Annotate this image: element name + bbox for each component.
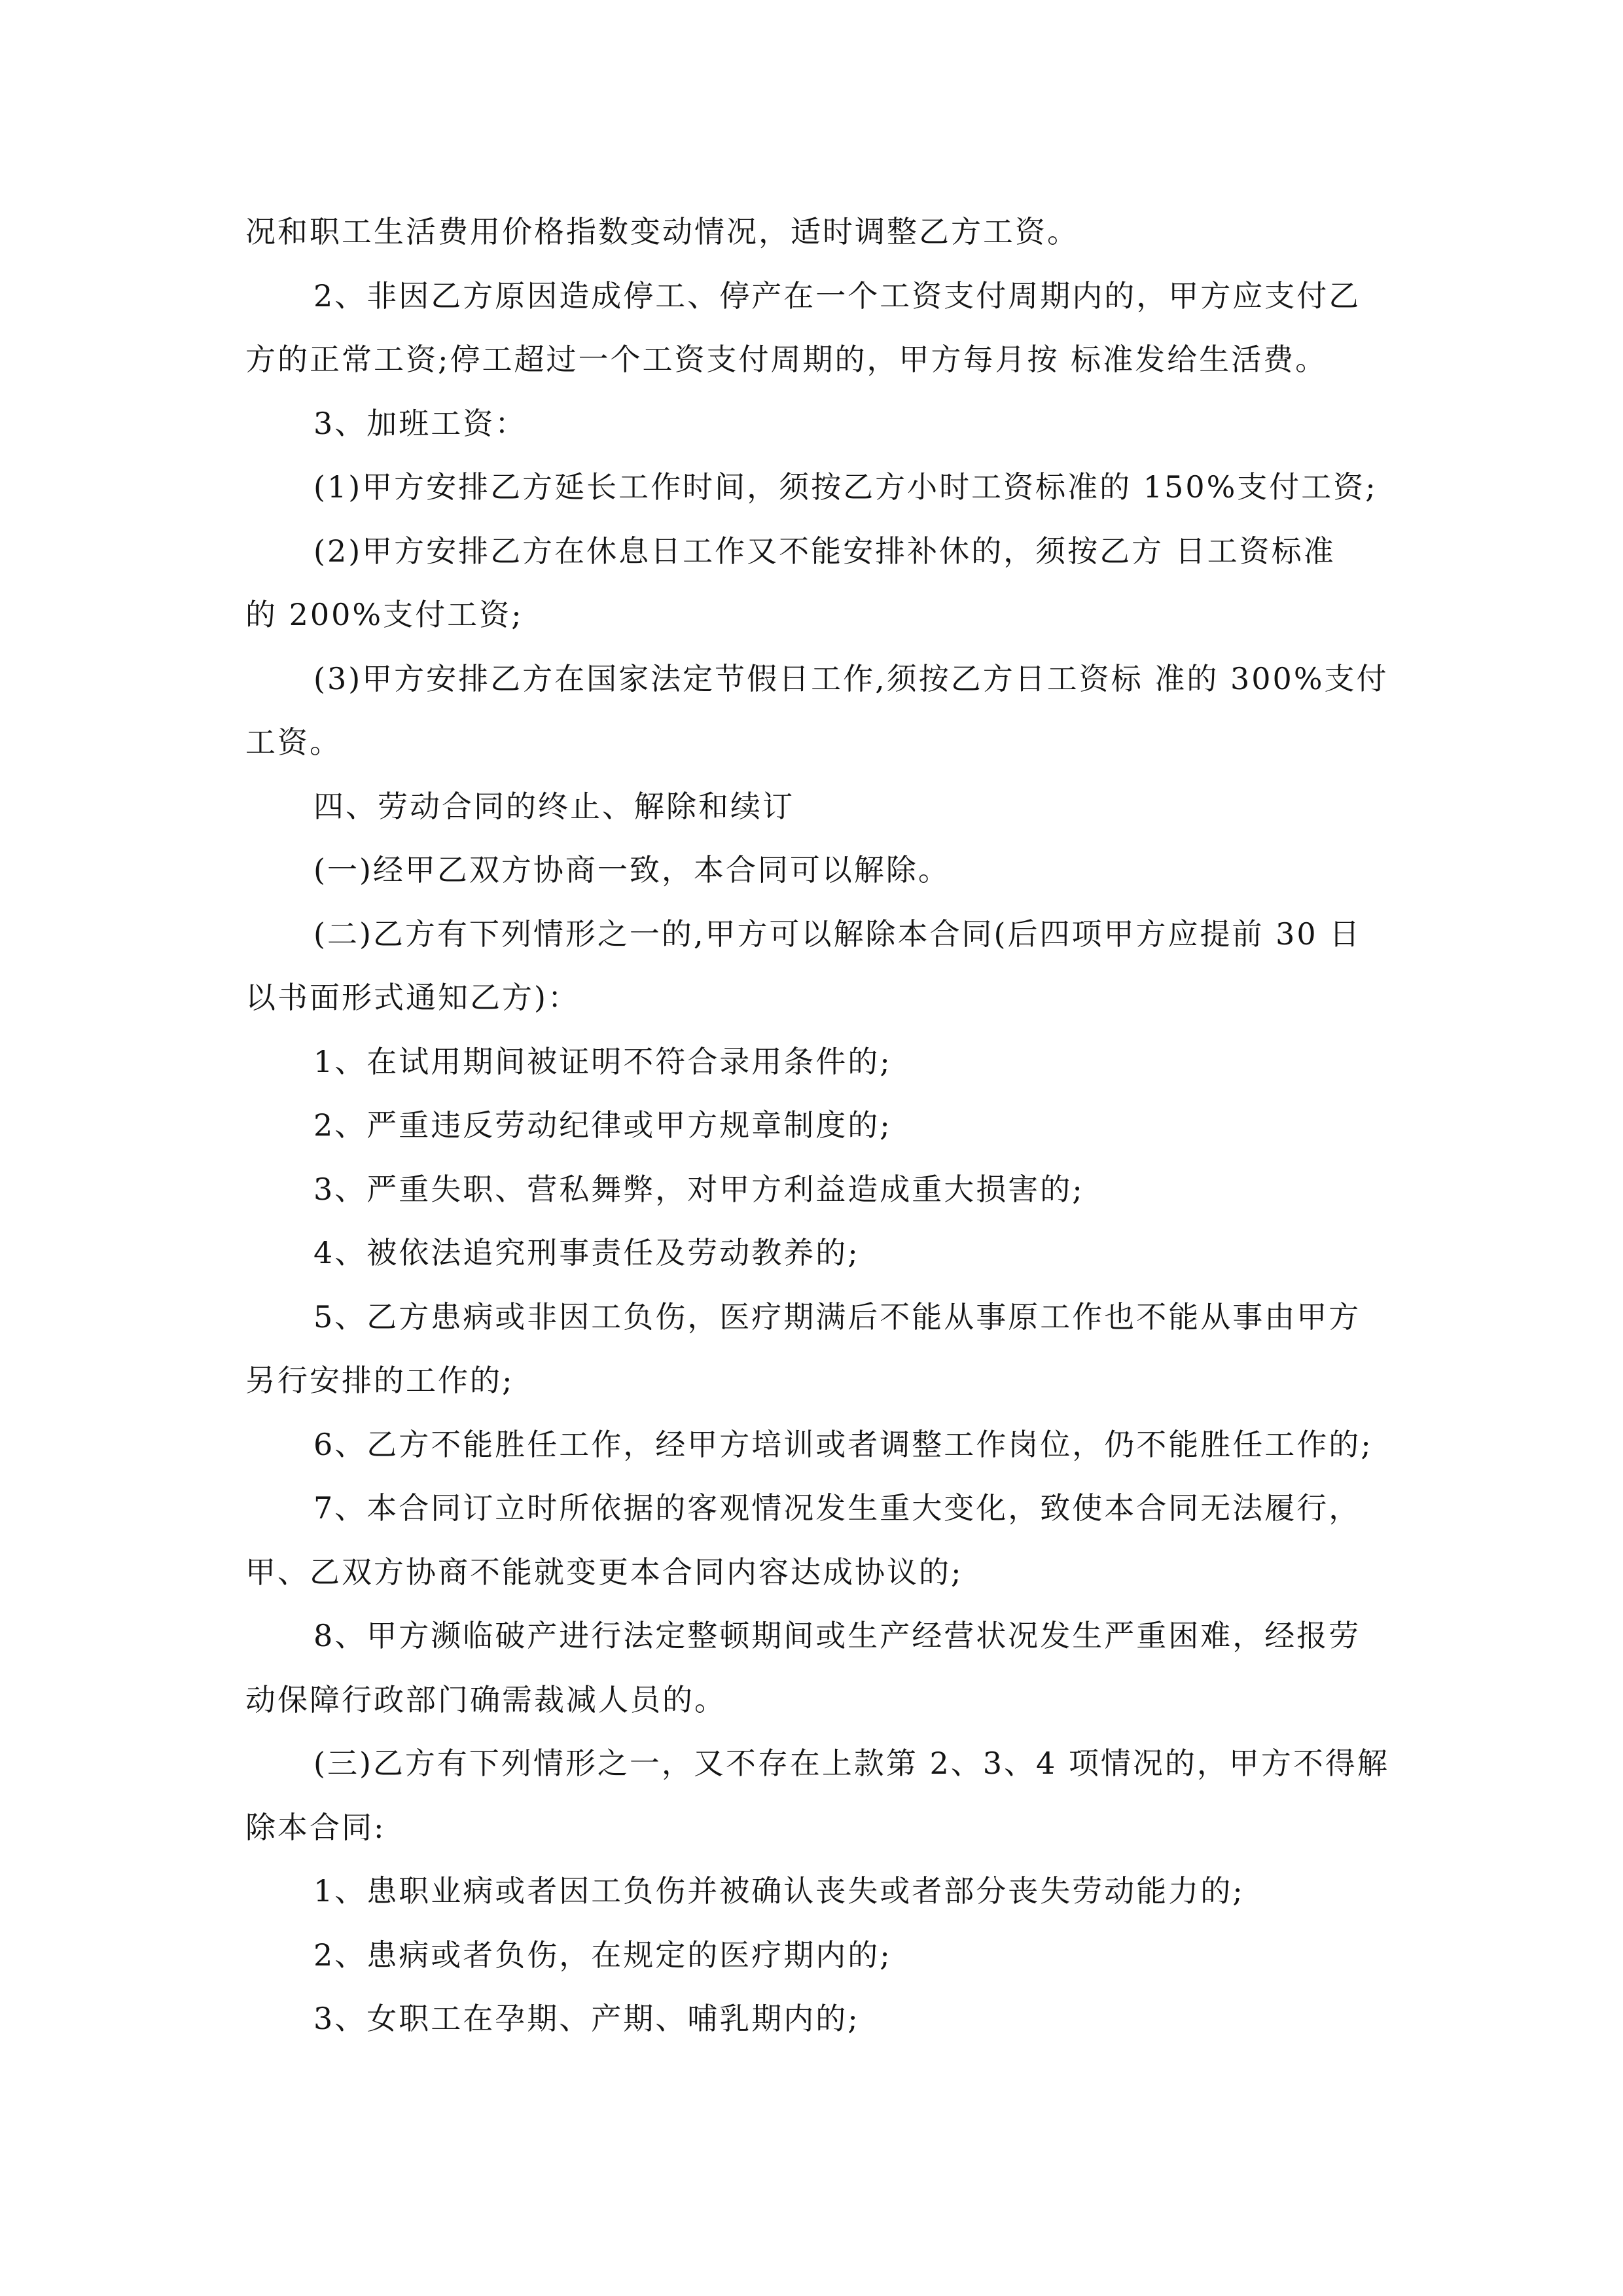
text-line: 4、被依法追究刑事责任及劳动教养的; xyxy=(313,1235,860,1270)
text-line: (一)经甲乙双方协商一致，本合同可以解除。 xyxy=(313,852,950,888)
text-line: 3、加班工资： xyxy=(313,405,527,441)
text-line: 甲、乙双方协商不能就变更本合同内容达成协议的; xyxy=(245,1554,963,1590)
text-line: 以书面形式通知乙方)： xyxy=(245,980,580,1015)
text-line: 方的正常工资;停工超过一个工资支付周期的，甲方每月按 标准发给生活费。 xyxy=(245,342,1328,377)
text-line: 2、非因乙方原因造成停工、停产在一个工资支付周期内的，甲方应支付乙 xyxy=(313,278,1361,314)
text-line: 2、患病或者负伤，在规定的医疗期内的; xyxy=(313,1937,892,1973)
text-line: 动保障行政部门确需裁减人员的。 xyxy=(245,1681,726,1717)
document-body xyxy=(245,200,1389,2051)
text-line: 工资。 xyxy=(245,725,342,760)
text-line: 1、在试用期间被证明不符合录用条件的; xyxy=(313,1043,892,1079)
text-line: 6、乙方不能胜任工作，经甲方培训或者调整工作岗位，仍不能胜任工作的; xyxy=(313,1426,1373,1462)
text-line: 的 200%支付工资; xyxy=(245,597,524,632)
text-line: 5、乙方患病或非因工负伤，医疗期满后不能从事原工作也不能从事由甲方 xyxy=(313,1299,1361,1335)
text-line: 况和职工生活费用价格指数变动情况，适时调整乙方工资。 xyxy=(245,214,1079,249)
text-line: (三)乙方有下列情形之一，又不存在上款第 2、3、4 项情况的，甲方不得解 xyxy=(313,1746,1389,1781)
text-line: 四、劳动合同的终止、解除和续订 xyxy=(313,788,794,824)
text-line: 8、甲方濒临破产进行法定整顿期间或生产经营状况发生严重困难，经报劳 xyxy=(313,1618,1361,1653)
document-page xyxy=(245,200,1389,2051)
text-line: 除本合同: xyxy=(245,1809,386,1845)
text-line: 3、女职工在孕期、产期、哺乳期内的; xyxy=(313,2001,860,2036)
text-line: 7、本合同订立时所依据的客观情况发生重大变化，致使本合同无法履行， xyxy=(313,1490,1361,1526)
text-line: (1)甲方安排乙方延长工作时间，须按乙方小时工资标准的 150%支付工资; xyxy=(313,469,1378,505)
text-line: 2、严重违反劳动纪律或甲方规章制度的; xyxy=(313,1107,892,1143)
text-line: (2)甲方安排乙方在休息日工作又不能安排补休的，须按乙方 日工资标准 xyxy=(313,533,1336,569)
text-line: (3)甲方安排乙方在国家法定节假日工作,须按乙方日工资标 准的 300%支付 xyxy=(313,660,1389,696)
text-line: 1、患职业病或者因工负伤并被确认丧失或者部分丧失劳动能力的; xyxy=(313,1873,1245,1909)
text-line: (二)乙方有下列情形之一的,甲方可以解除本合同(后四项甲方应提前 30 日 xyxy=(313,916,1362,952)
text-line: 另行安排的工作的; xyxy=(245,1363,514,1398)
text-line: 3、严重失职、营私舞弊，对甲方利益造成重大损害的; xyxy=(313,1171,1084,1207)
